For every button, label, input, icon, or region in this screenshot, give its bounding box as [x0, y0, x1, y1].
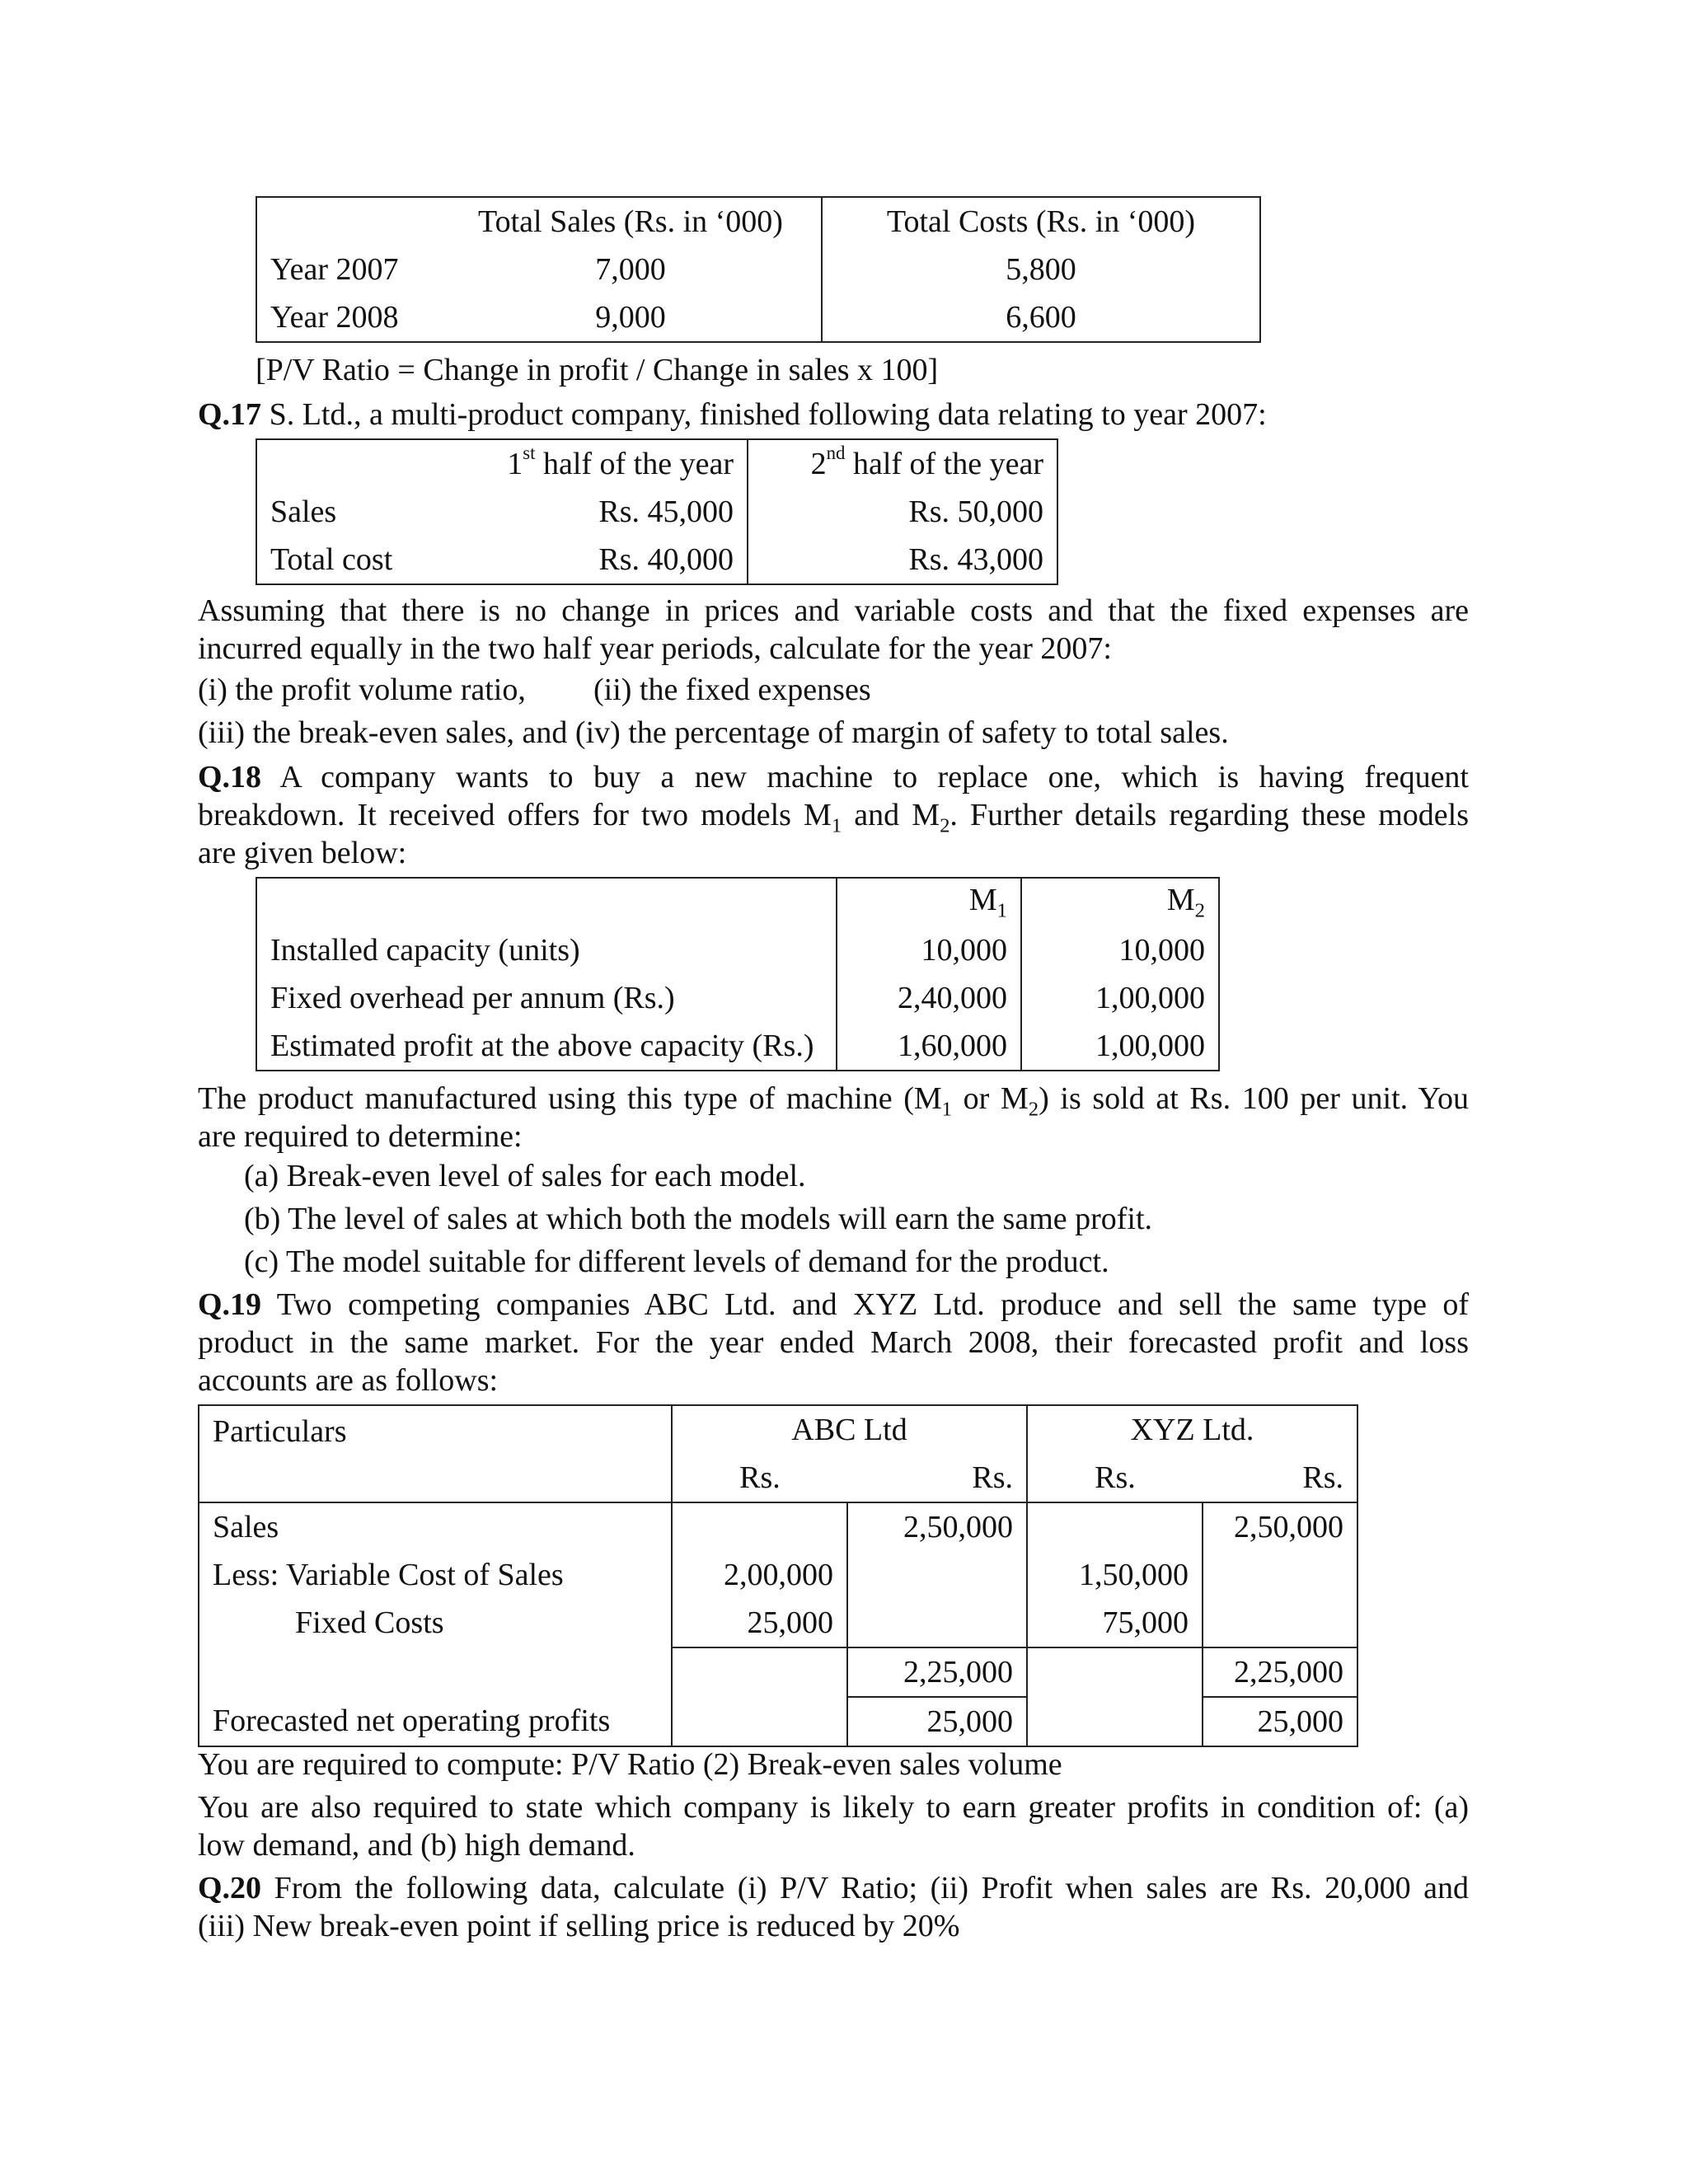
- q18-after-line: The product manufactured using this type of machine ($M_1$ or $M_2$) is sold at Rs. 100 per unit. You: [198, 1081, 1469, 1121]
- table-cell: [1027, 1502, 1203, 1551]
- q17-para-line: incurred equally in the two half year periods, calculate for the year 2007:: [198, 631, 1112, 666]
- table-cell: 1,00,000: [1021, 1022, 1219, 1071]
- table-cell: 25,000: [1203, 1697, 1357, 1746]
- table-cell: Year 2008: [256, 293, 440, 342]
- sales-cost-table: [256, 196, 1261, 343]
- table-cell: 6,600: [822, 293, 1260, 342]
- q19-line: product in the same market. For the year ended March 2008, their forecasted profit and loss: [198, 1325, 1469, 1360]
- table-cell: 1,60,000: [837, 1022, 1021, 1071]
- table-cell: 7,000: [595, 251, 666, 287]
- table-cell: Year 2007: [256, 246, 440, 293]
- table-header: Rs.: [1027, 1454, 1203, 1502]
- table-cell: [847, 1551, 1027, 1599]
- q19-requirement: You are required to compute: P/V Ratio (2) Break-even sales volume: [198, 1747, 1062, 1782]
- table-cell: Fixed overhead per annum (Rs.): [256, 974, 837, 1022]
- table-row: [199, 1647, 1357, 1697]
- table-row: [256, 1022, 1219, 1071]
- table-cell: [1027, 1697, 1203, 1746]
- q19-profit-loss-table: [198, 1404, 1358, 1747]
- table-row: [256, 293, 1260, 342]
- table-header: Rs.: [672, 1454, 847, 1502]
- q19-requirement: You are also required to state which company is likely to earn greater profits in condition of: (a): [198, 1790, 1469, 1825]
- table-cell: 75,000: [1027, 1599, 1203, 1647]
- table-cell: 25,000: [672, 1599, 847, 1647]
- q18-item: (a) Break-even level of sales for each model.: [244, 1159, 806, 1193]
- table-header: ABC Ltd: [672, 1405, 1027, 1454]
- q18-after-line: are required to determine:: [198, 1119, 523, 1154]
- q19-requirement: low demand, and (b) high demand.: [198, 1828, 635, 1863]
- table-header: $M_1$: [837, 878, 1021, 926]
- q17-item: (i) the profit volume ratio,: [198, 673, 526, 707]
- table-cell: [847, 1599, 1027, 1647]
- table-cell: 10,000: [1021, 926, 1219, 974]
- table-cell: [256, 197, 440, 246]
- table-cell: Total cost: [256, 536, 448, 584]
- table-row: [199, 1697, 1357, 1746]
- table-cell: 2,25,000: [847, 1647, 1027, 1697]
- table-cell: 25,000: [847, 1697, 1027, 1746]
- table-row: [199, 1551, 1357, 1599]
- table-cell: [1203, 1551, 1357, 1599]
- q18-model-table: [256, 877, 1220, 1071]
- table-cell: Rs. 50,000: [748, 488, 1057, 536]
- table-cell: Fixed Costs: [199, 1599, 672, 1647]
- q18-line: breakdown. It received offers for two models $M_1$ and $M_2$. Further details regarding these models: [198, 798, 1469, 837]
- table-cell: 9,000: [440, 293, 822, 342]
- table-header: 1st half of the year: [448, 439, 748, 488]
- q17-item: (iii) the break-even sales, and (iv) the percentage of margin of safety to total sales.: [198, 715, 1229, 750]
- q18-line: Q.18 A company wants to buy a new machine to replace one, which is having frequent: [198, 760, 1469, 794]
- table-cell: Rs. 43,000: [748, 536, 1057, 584]
- table-row: [256, 926, 1219, 974]
- table-header: Rs.: [847, 1454, 1027, 1502]
- table-header: Total Sales (Rs. in ‘000): [440, 197, 822, 246]
- table-cell: [672, 1647, 847, 1697]
- table-cell: 2,50,000: [1203, 1502, 1357, 1551]
- table-cell: 2,00,000: [672, 1551, 847, 1599]
- table-cell: Sales: [256, 488, 448, 536]
- q18-line: are given below:: [198, 836, 407, 870]
- table-cell: [256, 878, 837, 926]
- table-cell: Rs. 45,000: [448, 488, 748, 536]
- table-header: 2nd half of the year: [748, 439, 1057, 488]
- table-header: Particulars: [199, 1405, 672, 1502]
- q19-line: accounts are as follows:: [198, 1363, 499, 1398]
- q17-heading: Q.17 S. Ltd., a multi-product company, finished following data relating to year 2007:: [198, 397, 1267, 432]
- table-cell: 2,50,000: [847, 1502, 1027, 1551]
- table-row: [256, 246, 1260, 293]
- table-cell: 5,800: [822, 246, 1260, 293]
- q19-line: Q.19 Two competing companies ABC Ltd. and XYZ Ltd. produce and sell the same type of: [198, 1287, 1469, 1322]
- table-header: $M_2$: [1021, 878, 1219, 926]
- table-cell: 1,00,000: [1021, 974, 1219, 1022]
- table-row: [199, 1502, 1357, 1551]
- table-row: [256, 488, 1057, 536]
- table-cell: [256, 439, 448, 488]
- table-cell: [672, 1502, 847, 1551]
- table-cell: 2,40,000: [837, 974, 1021, 1022]
- table-header: Rs.: [1203, 1454, 1357, 1502]
- table-cell: 1,50,000: [1027, 1551, 1203, 1599]
- table-cell: Forecasted net operating profits: [199, 1697, 672, 1746]
- table-row: [199, 1599, 1357, 1647]
- table-cell: 2,25,000: [1203, 1647, 1357, 1697]
- table-header: XYZ Ltd.: [1027, 1405, 1357, 1454]
- table-cell: [1027, 1647, 1203, 1697]
- table-row: [256, 536, 1057, 584]
- table-cell: [199, 1647, 672, 1697]
- table-cell: Estimated profit at the above capacity (Rs.): [256, 1022, 837, 1071]
- q18-item: (c) The model suitable for different levels of demand for the product.: [244, 1244, 1109, 1279]
- q17-para-line: Assuming that there is no change in prices and variable costs and that the fixed expenses are: [198, 593, 1469, 628]
- q20-line: (iii) New break-even point if selling price is reduced by 20%: [198, 1909, 960, 1943]
- table-cell: [672, 1697, 847, 1746]
- table-row: [256, 974, 1219, 1022]
- table-cell: Installed capacity (units): [256, 926, 837, 974]
- q18-item: (b) The level of sales at which both the models will earn the same profit.: [244, 1202, 1153, 1236]
- pv-ratio-note: [P/V Ratio = Change in profit / Change in sales x 100]: [256, 353, 939, 387]
- table-cell: [1203, 1599, 1357, 1647]
- q17-item: (ii) the fixed expenses: [593, 673, 871, 707]
- table-cell: Less: Variable Cost of Sales: [199, 1551, 672, 1599]
- table-cell: Sales: [199, 1502, 672, 1551]
- table-cell: 10,000: [837, 926, 1021, 974]
- q20-line: Q.20 From the following data, calculate (i) P/V Ratio; (ii) Profit when sales are Rs. 20,000 and: [198, 1871, 1469, 1905]
- q17-table: [256, 438, 1058, 585]
- table-header: Total Costs (Rs. in ‘000): [822, 197, 1260, 246]
- table-cell: Rs. 40,000: [448, 536, 748, 584]
